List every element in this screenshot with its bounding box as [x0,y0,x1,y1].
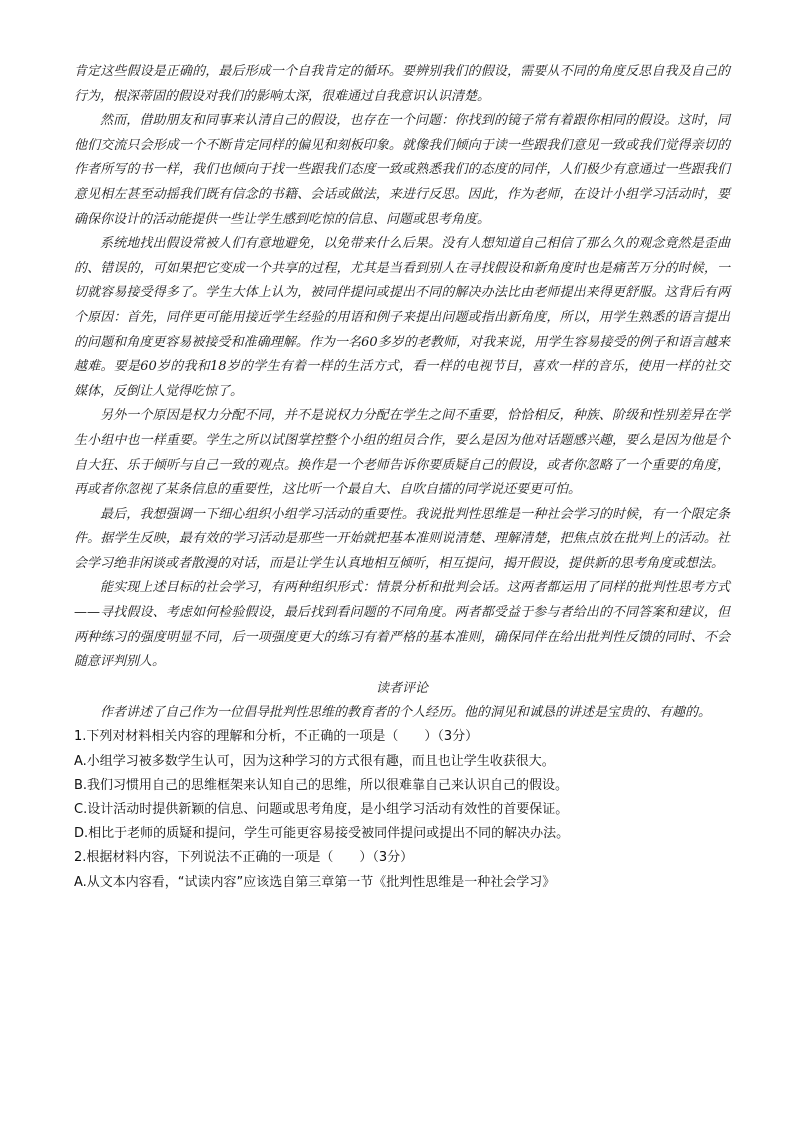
review-heading: 读者评论 [375,680,428,696]
question-1-option-a: A.小组学习被多数学生认可，因为这种学习的方式很有趣，而且也让学生收获很大。 [74,753,555,769]
question-2-option-a: A.从文本内容看，“试读内容”应该选自第三章第一节《批判性思维是一种社会学习》 [74,874,556,890]
document-page [74,60,730,895]
question-1-stem: 1.下列对材料相关内容的理解和分析，不正确的一项是（ ）（3分） [74,729,479,745]
review-text: 作者讲述了自己作为一位倡导批判性思维的教育者的个人经历。他的洞见和诚恳的讲述是宝贵的、有趣的。 [100,704,712,720]
passage-paragraph-3: 系统地找出假设常被人们有意地避免，以免带来什么后果。没有人想知道自己相信了那么久的观念竟然是歪曲的、错误的，可如果把它变成一个共享的过程，尤其是当看到别人在寻找假设和新角度时也是痛苦万分的时候，一切就容易接受得多了。学生大体上认为，被同伴提问或提出不同的解决办法比由老师提出来得更舒服。这背后有两个原因：首先，同伴更可能用接近学生经验的用语和例子来提出问题或指出新角度，所以，用学生熟悉的语言提出的问题和角度更容易被接受和准确理解。作为一名60多岁的老教师，对我来说，用学生容易接受的例子和语言越来越难。要是60岁的我和18岁的学生有着一样的生活方式，看一样的电视节目，喜欢一样的音乐，使用一样的社交媒体，反倒让人觉得吃惊了。 [74,236,730,399]
passage-paragraph-5: 最后，我想强调一下细心组织小组学习活动的重要性。我说批判性思维是一种社会学习的时候，有一个限定条件。据学生反映，最有效的学习活动是那些一开始就把基本准则说清楚、理解清楚，把焦点放在批判上的活动。社会学习绝非闲谈或者散漫的对话，而是让学生认真地相互倾听，相互提问，揭开假设，提供新的思考角度或想法。 [74,506,730,571]
passage-paragraph-2: 然而，借助朋友和同事来认清自己的假设，也存在一个问题：你找到的镜子常有着跟你相同的假设。这时，同他们交流只会形成一个不断肯定同样的偏见和刻板印象。就像我们倾向于读一些跟我们意见一致或我们觉得亲切的作者所写的书一样，我们也倾向于找一些跟我们态度一致或熟悉我们的态度的同伴，人们极少有意通过一些跟我们意见相左甚至动摇我们既有信念的书籍、会话或做法，来进行反思。因此，作为老师，在设计小组学习活动时，要确保你设计的活动能提供一些让学生感到吃惊的信息、问题或思考角度。 [74,113,730,227]
review-section [74,701,730,726]
question-1-option-c: C.设计活动时提供新颖的信息、问题或思考角度，是小组学习活动有效性的首要保证。 [74,802,569,818]
passage-paragraph-6: 能实现上述目标的社会学习，有两种组织形式：情景分析和批判会话。这两者都运用了同样的批判性思考方式——寻找假设、考虑如何检验假设，最后找到看问题的不同角度。两者都受益于参与者给出的不同答案和建议，但两种练习的强度明显不同，后一项强度更大的练习有着严格的基本准则，确保同伴在给出批判性反馈的同时、不会随意评判别人。 [74,580,730,670]
question-1-option-d: D.相比于老师的质疑和提问，学生可能更容易接受被同伴提问或提出不同的解决办法。 [74,826,570,842]
question-2-stem: 2.根据材料内容，下列说法不正确的一项是（ ）（3分） [74,850,414,866]
passage-paragraph-1: 肯定这些假设是正确的，最后形成一个自我肯定的循环。要辨别我们的假设，需要从不同的角度反思自我及自己的行为，根深蒂固的假设对我们的影响太深，很难通过自我意识认识清楚。 [74,64,730,104]
question-list [74,725,730,894]
passage-paragraph-4: 另外一个原因是权力分配不同，并不是说权力分配在学生之间不重要，恰恰相反，种族、阶级和性别差异在学生小组中也一样重要。学生之所以试图掌控整个小组的组员合作，要么是因为他对话题感兴趣，要么是因为他是个自大狂、乐于倾听与自己一致的观点。换作是一个老师告诉你要质疑自己的假设，或者你忽略了一个重要的角度，再或者你忽视了某条信息的重要性，这比听一个最自大、自吹自擂的同学说还要更可怕。 [74,408,730,498]
question-1-option-b: B.我们习惯用自己的思维框架来认知自己的思维，所以很难靠自己来认识自己的假设。 [74,777,569,793]
reading-passage [74,60,730,675]
